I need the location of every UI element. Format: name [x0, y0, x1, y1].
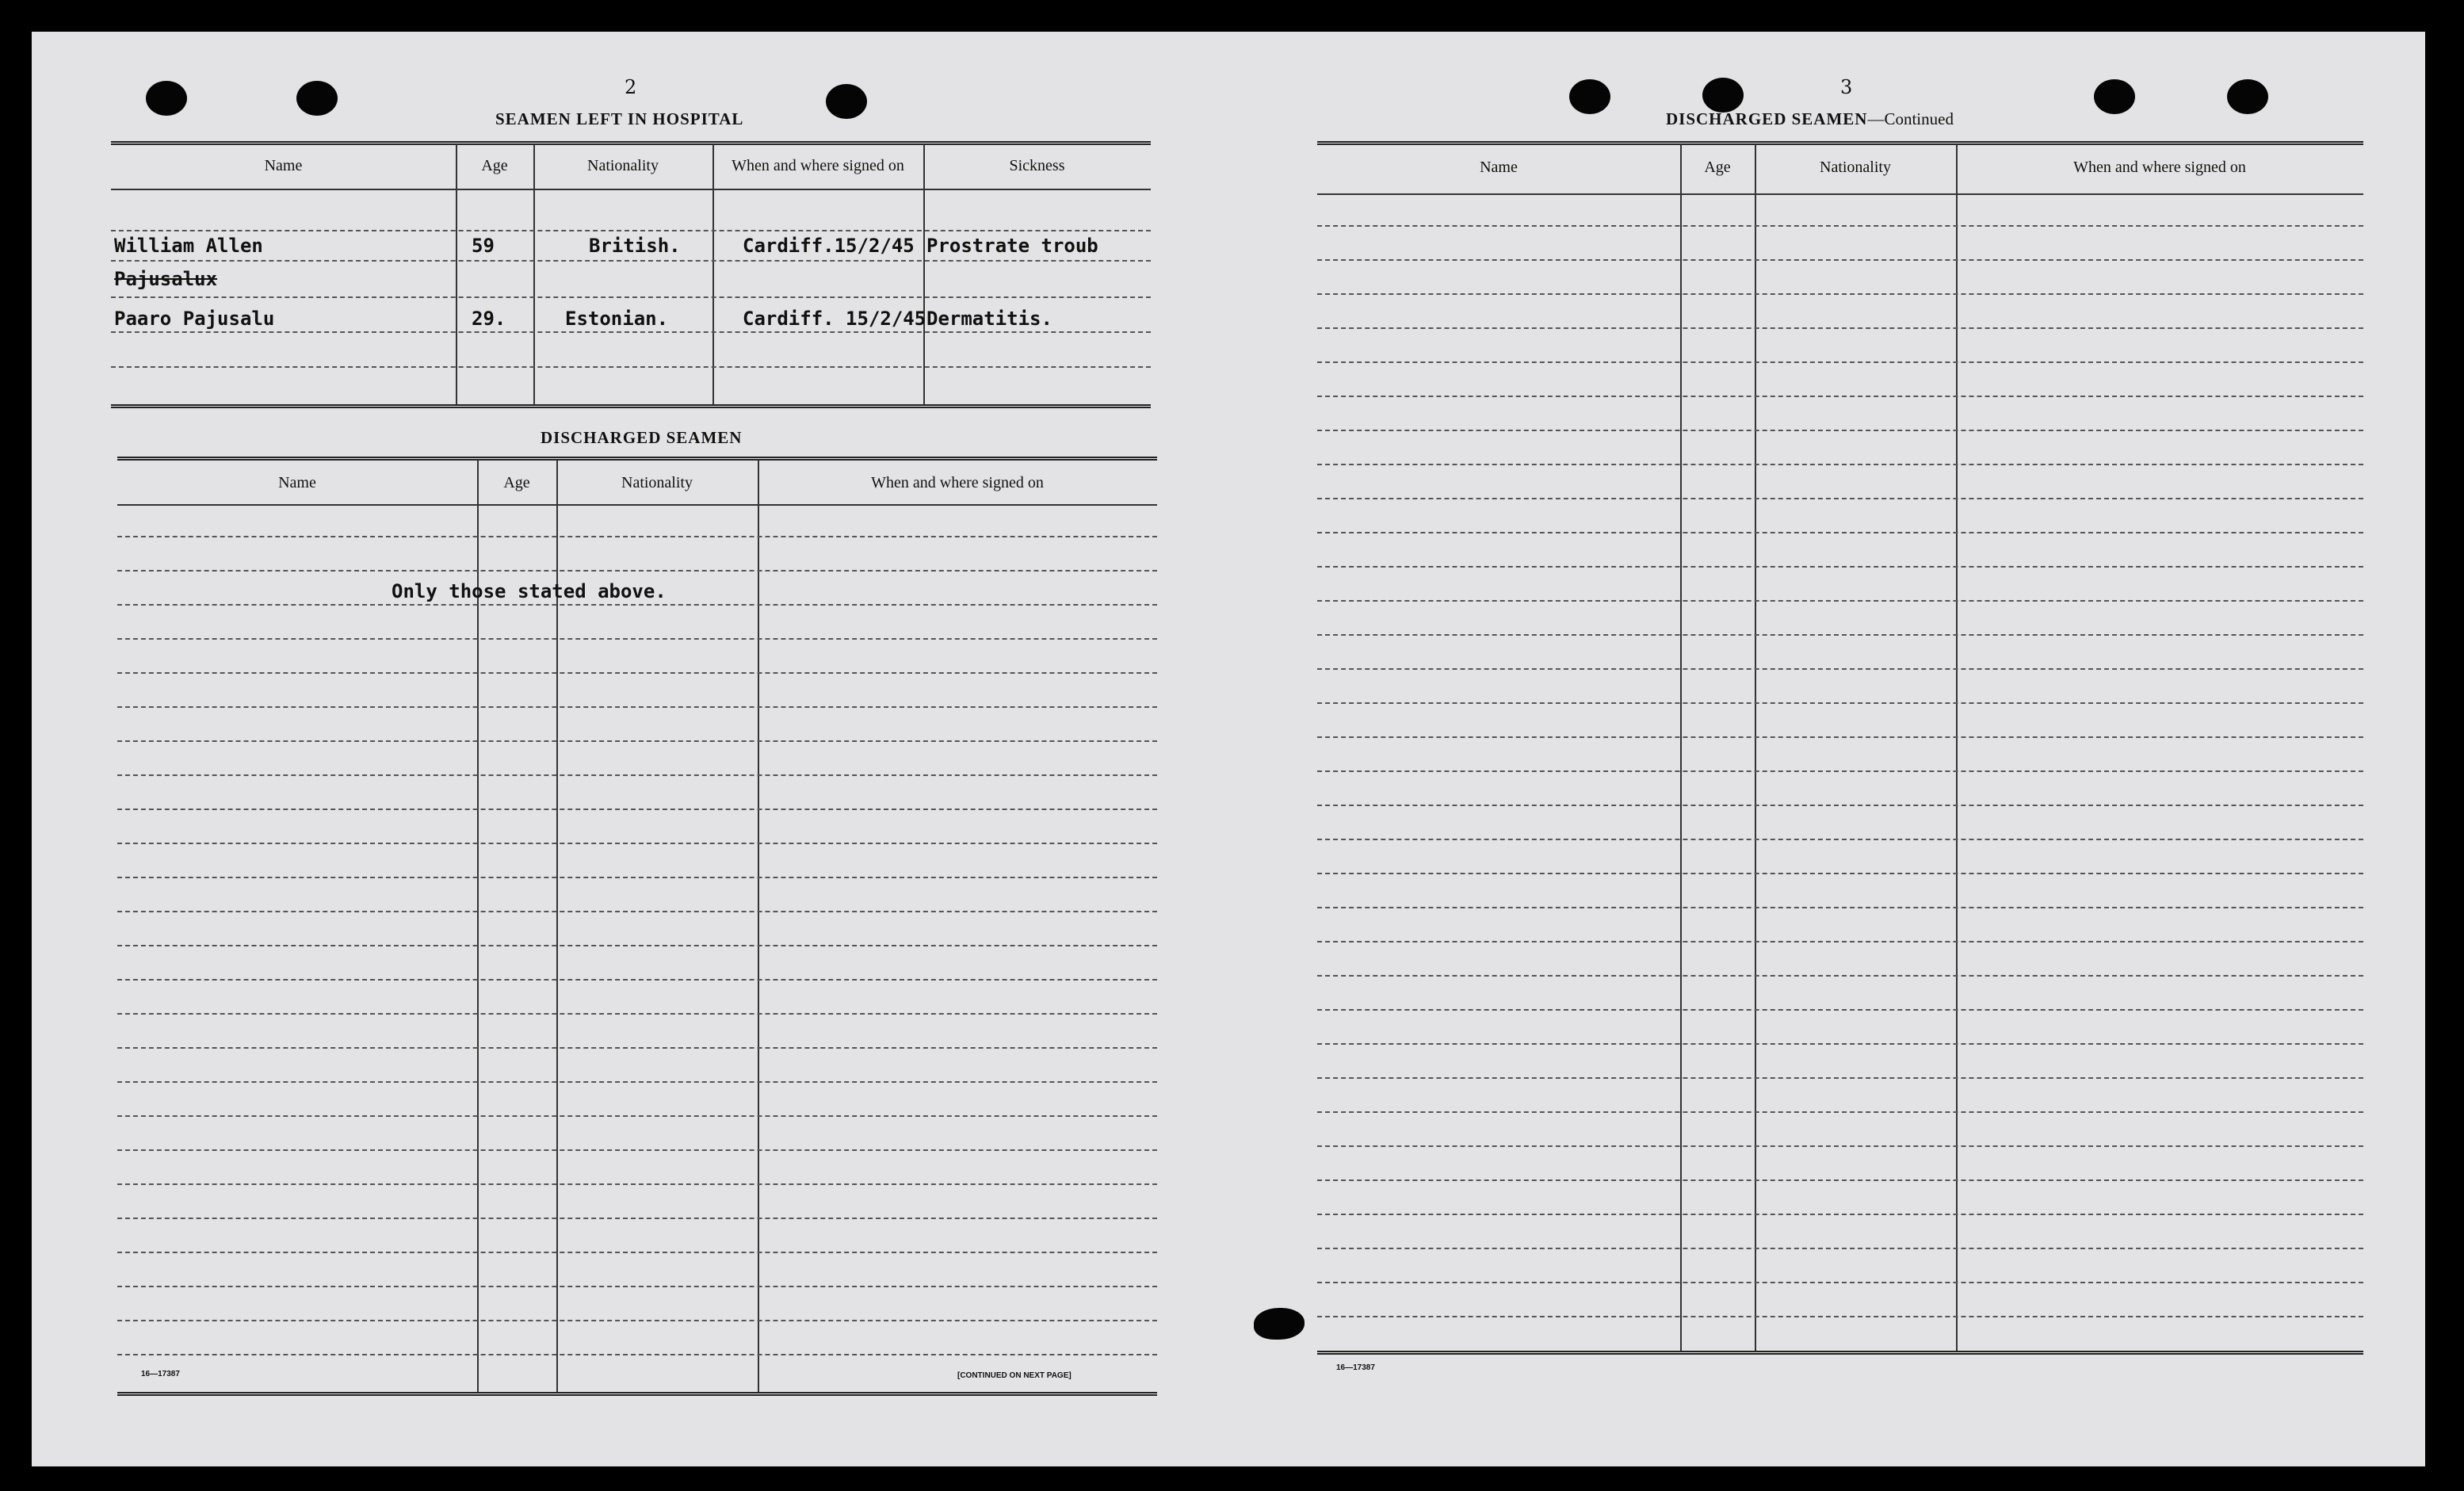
ruled-line [1317, 1214, 2363, 1215]
hospital-section-title: SEAMEN LEFT IN HOSPITAL [495, 109, 744, 128]
ruled-line [1317, 566, 2363, 568]
punch-hole [296, 81, 338, 116]
ruled-line [117, 1183, 1157, 1185]
col-header-name: Name [264, 157, 303, 174]
ruled-line [117, 774, 1157, 776]
ruled-line [117, 740, 1157, 742]
ruled-line [117, 945, 1157, 946]
ruled-line [1317, 736, 2363, 738]
col-header-age: Age [1704, 159, 1731, 176]
ruled-line [117, 1047, 1157, 1049]
ruled-line [1317, 293, 2363, 295]
ruled-line [1317, 770, 2363, 772]
punch-hole [1702, 78, 1744, 113]
punch-hole [826, 84, 867, 119]
ruled-line [117, 1013, 1157, 1015]
col-header-signed-on: When and where signed on [2073, 159, 2246, 176]
ink-blot [1254, 1308, 1305, 1340]
ruled-line [1317, 975, 2363, 977]
ruled-line [117, 911, 1157, 912]
ruled-line [1317, 1077, 2363, 1079]
ruled-line [117, 1354, 1157, 1355]
page-title [1666, 109, 1954, 129]
discharged-section-title: DISCHARGED SEAMEN [541, 428, 743, 447]
ruled-line [1317, 1009, 2363, 1011]
ruled-line [117, 1320, 1157, 1321]
ruled-line [117, 1081, 1157, 1083]
right-page [1244, 32, 2425, 1466]
hospital-row-3-sickness: Dermatitis. [926, 308, 1052, 330]
page-number: 3 [1840, 76, 1853, 98]
hospital-row-3-name: Paaro Pajusalu [114, 308, 275, 330]
ruled-line [117, 1149, 1157, 1151]
ruled-line [1317, 1316, 2363, 1317]
hospital-row-2-name-struck: Pajusalux [114, 268, 218, 290]
ruled-line [1317, 225, 2363, 227]
discharged-note: Only those stated above. [392, 580, 667, 602]
ruled-line [1317, 498, 2363, 499]
col-header-nationality: Nationality [1820, 159, 1891, 176]
hospital-row-1-nationality: British. [589, 235, 681, 257]
ruled-line [117, 570, 1157, 572]
ruled-line [1317, 361, 2363, 363]
hospital-row-1-age: 59 [472, 235, 495, 257]
hospital-row-3-signed-on: Cardiff. 15/2/45 [743, 308, 926, 330]
form-code: 16—17387 [1336, 1363, 1375, 1372]
ruled-line [1317, 1282, 2363, 1283]
col-header-nationality: Nationality [621, 474, 693, 491]
ruled-line [117, 979, 1157, 981]
ruled-line [1317, 668, 2363, 670]
ruled-line [1317, 634, 2363, 636]
hospital-row-1-sickness: Prostrate troub [926, 235, 1098, 257]
ruled-line [1317, 873, 2363, 874]
hospital-row-1-name: William Allen [114, 235, 263, 257]
col-header-name: Name [1480, 159, 1518, 176]
col-header-name: Name [278, 474, 316, 491]
col-header-sickness: Sickness [1009, 157, 1065, 174]
ruled-line [1317, 327, 2363, 329]
punch-hole [1569, 79, 1610, 114]
col-header-nationality: Nationality [587, 157, 659, 174]
ruled-line [117, 604, 1157, 606]
ruled-line [117, 843, 1157, 844]
punch-hole [2227, 79, 2268, 114]
discharged-continued-table [1317, 141, 2363, 1357]
ruled-line [117, 877, 1157, 878]
ruled-line [117, 672, 1157, 674]
hospital-row-3-age: 29. [472, 308, 506, 330]
ruled-line [1317, 839, 2363, 840]
ruled-line [117, 1115, 1157, 1117]
ruled-line [1317, 600, 2363, 602]
col-header-age: Age [481, 157, 508, 174]
discharged-table [117, 457, 1157, 1400]
ruled-line [1317, 1043, 2363, 1045]
ruled-line [1317, 941, 2363, 942]
ruled-line [1317, 907, 2363, 908]
hospital-row-3-nationality: Estonian. [565, 308, 669, 330]
ruled-line [1317, 1145, 2363, 1147]
ruled-line [117, 1252, 1157, 1253]
page-title-main: DISCHARGED SEAMEN [1666, 109, 1868, 128]
ruled-line [117, 638, 1157, 640]
ruled-line [117, 536, 1157, 537]
continued-note: [CONTINUED ON NEXT PAGE] [957, 1371, 1072, 1380]
page-title-continued: —Continued [1867, 109, 1954, 128]
ruled-line [1317, 1179, 2363, 1181]
ruled-line [1317, 1111, 2363, 1113]
ruled-line [117, 809, 1157, 810]
ruled-line [117, 1286, 1157, 1287]
left-page [32, 32, 1244, 1466]
hospital-table [111, 141, 1151, 411]
col-header-age: Age [503, 474, 530, 491]
ruled-line [1317, 532, 2363, 533]
hospital-row-1-signed-on: Cardiff.15/2/45 [743, 235, 915, 257]
form-code: 16—17387 [141, 1370, 180, 1378]
ruled-line [1317, 396, 2363, 397]
ruled-line [1317, 259, 2363, 261]
ruled-line [1317, 805, 2363, 806]
ruled-line [117, 1218, 1157, 1219]
page-number: 2 [625, 76, 637, 98]
col-header-signed-on: When and where signed on [871, 474, 1044, 491]
ruled-line [1317, 1248, 2363, 1249]
ruled-line [117, 706, 1157, 708]
ruled-line [1317, 464, 2363, 465]
punch-hole [146, 81, 187, 116]
ruled-line [1317, 430, 2363, 431]
col-header-signed-on: When and where signed on [732, 157, 904, 174]
ruled-line [1317, 702, 2363, 704]
punch-hole [2094, 79, 2135, 114]
